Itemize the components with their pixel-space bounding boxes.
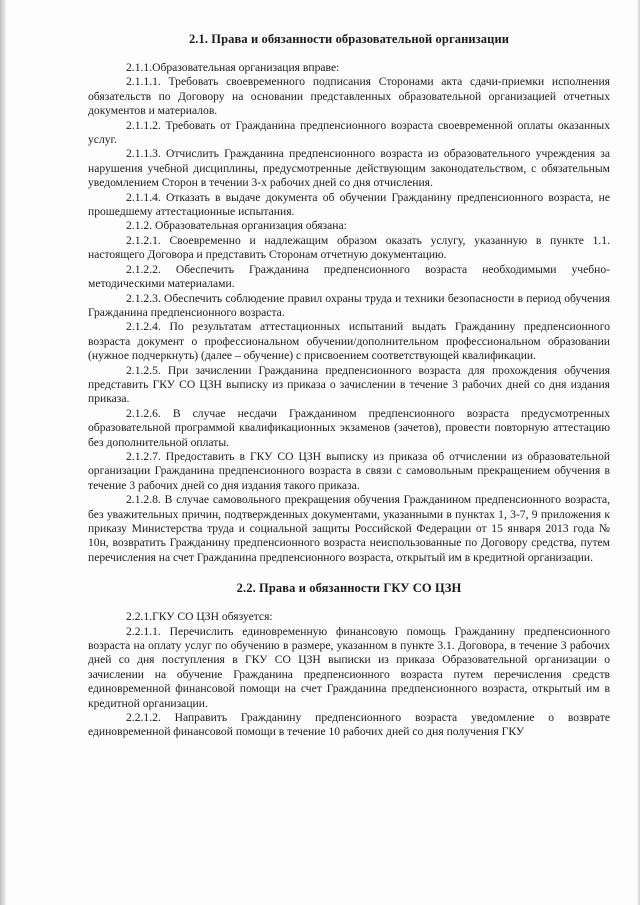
clause-2-1-2-6: 2.1.2.6. В случае несдачи Гражданином предпенсионного возраста предусмотренных образовательной программой квалификационных экзаменов (зачетов), провести повторную аттестацию без дополнительной оплаты. [88,406,610,449]
section-title-2-1: 2.1. Права и обязанности образовательной организации [188,32,510,46]
clause-2-1-1-3: 2.1.1.3. Отчислить Гражданина предпенсионного возраста из образовательного учреждения за нарушения учебной дисциплины, предусмотренные действующим законодательством, с обязательным уведомлением Сторон в течении 3-х рабочих дней со дня отчисления. [88,147,610,190]
clause-2-1-1-1: 2.1.1.1. Требовать своевременного подписания Сторонами акта сдачи-приемки исполнения обязательств по Договору на основании представленных образовательной организацией отчетных документов и материалов. [88,75,610,118]
clause-2-1-2: 2.1.2. Образовательная организация обязана: [126,219,347,233]
scan-edge-left [0,0,6,905]
section-title-2-2: 2.2. Права и обязанности ГКУ СО ЦЗН [236,581,462,596]
clause-2-2-1-1: 2.2.1.1. Перечислить единовременную финансовую помощь Гражданину предпенсионного возраста на оплату услуг по обучению в размере, указанном в пункте 3.1. Договора, в течение 3 рабочих дней со дня поступления в ГКУ СО ЦЗН выписки из приказа Образовательной организации о зачислении на обучение Гражданина предпенсионного возраста путем перечисления средств единовременной финансовой помощи на счет Гражданина предпенсионного возраста, открытый им в кредитной организации. [88,624,610,710]
clause-2-1-2-2: 2.1.2.2. Обеспечить Гражданина предпенсионного возраста необходимыми учебно-методическими материалами. [88,262,610,291]
clause-2-1-1-4: 2.1.1.4. Отказать в выдаче документа об обучении Гражданину предпенсионного возраста, не прошедшему аттестационные испытания. [88,190,610,219]
clause-2-1-2-5: 2.1.2.5. При зачислении Гражданина предпенсионного возраста для прохождения обучения представить ГКУ СО ЦЗН выписку из приказа о зачислении в течение 3 рабочих дней со дня издания приказа. [88,363,610,406]
clause-2-1-1-2: 2.1.1.2. Требовать от Гражданина предпенсионного возраста своевременной оплаты оказанных услуг. [88,118,610,147]
clause-2-1-2-8: 2.1.2.8. В случае самовольного прекращения обучения Гражданином предпенсионного возраста, без уважительных причин, подтвержденных документами, указанными в пунктах 1, 3-7, 9 приложения к приказу Министерства труда и социальной защиты Российской Федерации от 15 января 2013 года № 10н, возвратить Гражданину предпенсионного возраста неиспользованные по Договору средства, путем перечисления на счет Гражданина предпенсионного возраста, открытый им в кредитной организации. [88,493,610,564]
clause-2-1-2-4: 2.1.2.4. По результатам аттестационных испытаний выдать Гражданину предпенсионного возраста документ о профессиональном обучении/дополнительном профессиональном образовании (нужное подчеркнуть) (далее – обучение) с присвоением соответствующей квалификации. [88,320,610,363]
clause-2-2-1-2: 2.2.1.2. Направить Гражданину предпенсионного возраста уведомление о возврате единовременной финансовой помощи в течение 10 рабочих дней со дня получения ГКУ [88,711,610,739]
clause-2-1-2-1: 2.1.2.1. Своевременно и надлежащим образом оказать услугу, указанную в пункте 1.1. настоящего Договора и представить Сторонам отчетную документацию. [88,233,610,262]
clause-2-1-2-3: 2.1.2.3. Обеспечить соблюдение правил охраны труда и техники безопасности в период обучения Гражданина предпенсионного возраста. [88,291,610,319]
clause-2-1-1: 2.1.1.Образовательная организация вправе: [126,61,340,74]
clause-2-2-1: 2.2.1.ГКУ СО ЦЗН обязуется: [126,610,273,624]
clause-2-1-2-7: 2.1.2.7. Предоставить в ГКУ СО ЦЗН выписку из приказа об отчислении из образовательной организации Гражданина предпенсионного возраста в связи с самовольным прекращением обучения в течение 3 рабочих дней со дня издания такого приказа. [88,449,610,492]
